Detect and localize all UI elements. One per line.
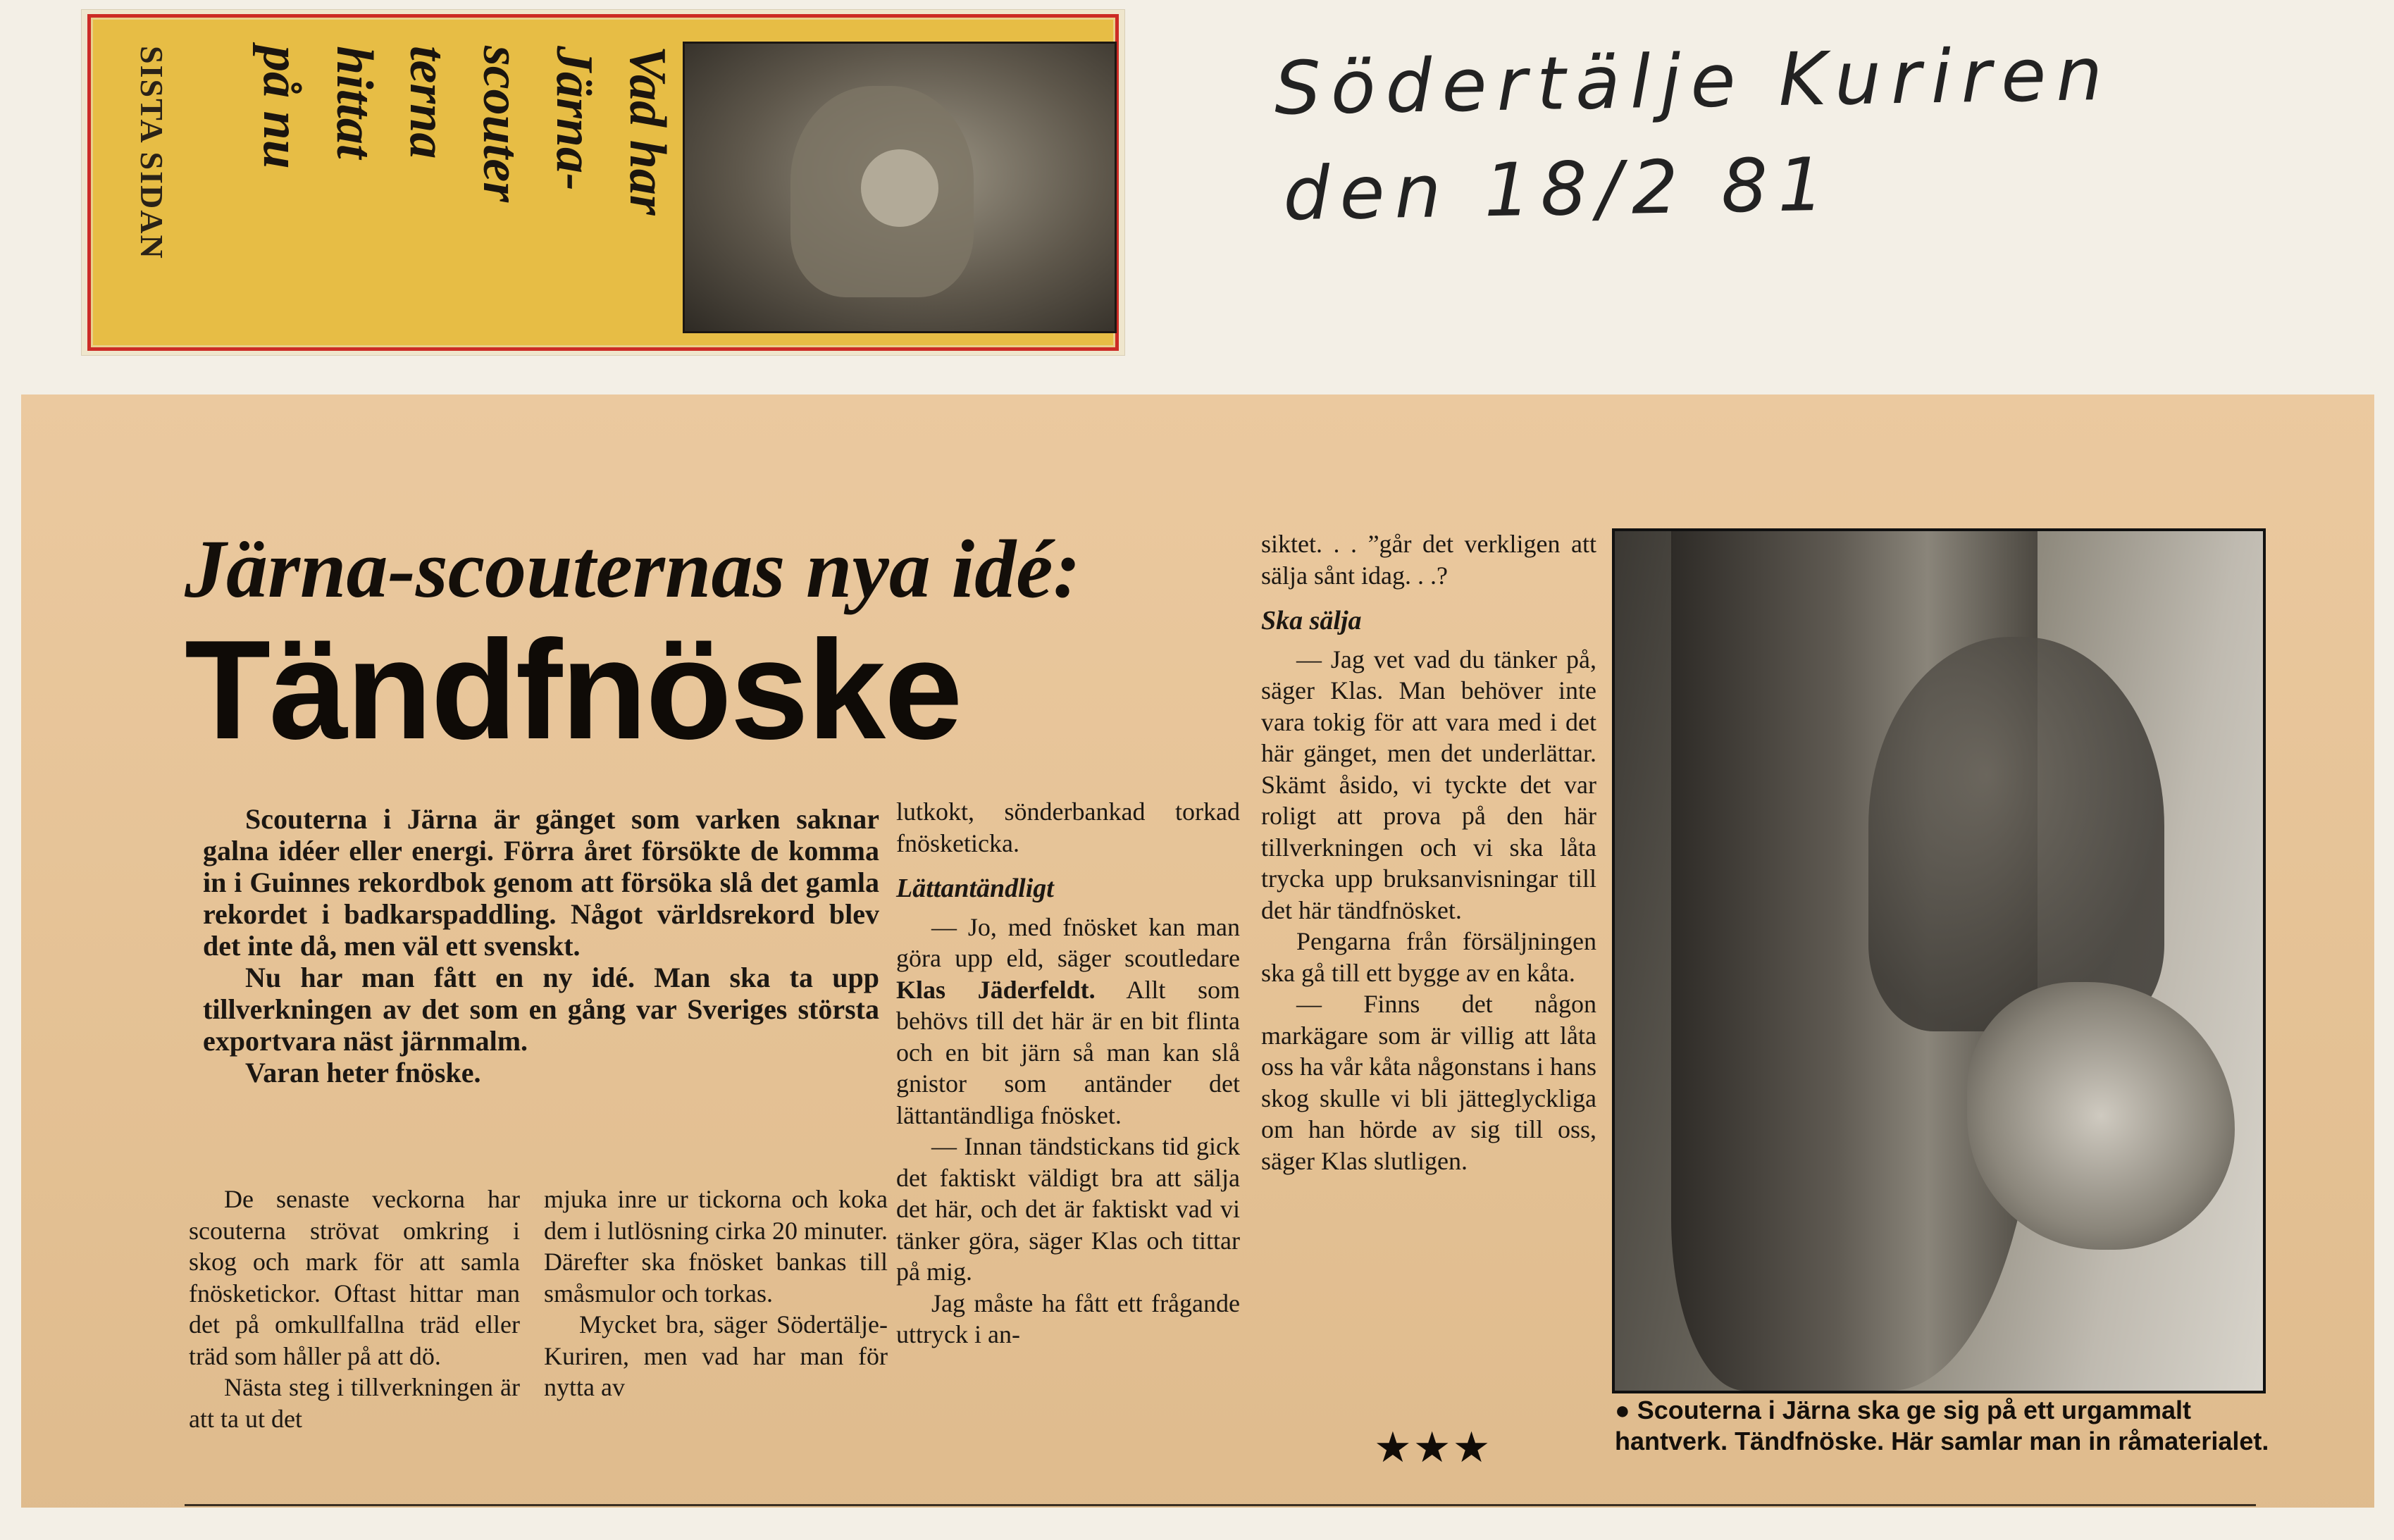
lead-paragraph: Varan heter fnöske.: [245, 1057, 481, 1088]
teaser-headline-line: terna: [399, 46, 457, 159]
handwritten-paper-name: Södertälje Kuriren: [1273, 30, 2114, 132]
body-paragraph: lutkokt, sönderbankad torkad fnösketicka.: [896, 797, 1240, 857]
lead-paragraph: Scouterna i Järna är gänget som varken saknar galna idéer eller energi. Förra året försökte de komma in i Guinnes rekordbok genom att försöka slå det gamla rekordet i badkarspaddling. Något världsrekord blev det inte då, men väl ett svenskt.: [203, 803, 879, 962]
body-paragraph: Nästa steg i tillverkningen är att ta ut det: [189, 1373, 520, 1433]
article-lead: [203, 803, 879, 1088]
teaser-headline-line: Vad har: [619, 46, 676, 216]
end-stars: ★★★: [1374, 1424, 1492, 1471]
teaser-headline-line: hittat: [325, 46, 383, 159]
person-name: Klas Jäderfeldt.: [896, 975, 1096, 1004]
article-clipping: [21, 395, 2374, 1532]
body-paragraph: — Innan tändstickans tid gick det faktiskt väldigt bra att sälja det här, och det är faktiskt vad vi tänker göra, säger Klas och tittar på mig.: [896, 1132, 1240, 1286]
subheading: Ska sälja: [1261, 606, 1362, 635]
subheading: Lättantändligt: [896, 874, 1054, 903]
article-column-2: [544, 1184, 888, 1403]
photo-caption: ● Scouterna i Järna ska ge sig på ett urgammalt hantverk. Tändfnöske. Här samlar man in råmaterialet.: [1615, 1396, 2269, 1455]
teaser-headline-line: på nu: [252, 46, 310, 169]
photo-tinder-fungus: [1967, 982, 2235, 1250]
article-title: Tändfnöske: [185, 611, 962, 769]
body-paragraph: Mycket bra, säger Södertälje-Kuriren, men vad har man för nytta av: [544, 1310, 888, 1401]
handwritten-note: [1273, 21, 2122, 247]
body-paragraph: — Jag vet vad du tänker på, säger Klas. Man behöver inte vara tokig för att vara med i det här gänget, men det underlättar. Skämt åsido, vi tyckte det var roligt att prova på den här tillverkningen och vi ska låta trycka upp bruksanvisningar till det här tändfnösket.: [1261, 645, 1596, 924]
body-paragraph: De senaste veckorna har scouterna strövat omkring i skog och mark för att samla fnösketickor. Oftast hittar man det på omkullfallna träd eller träd som håller på att dö.: [189, 1185, 520, 1370]
article-photo: [1612, 528, 2266, 1393]
teaser-photo-face: [861, 149, 938, 227]
article-column-1: [189, 1184, 520, 1434]
lead-paragraph: Nu har man fått en ny idé. Man ska ta upp tillverkningen av det som en gång var Sveriges största exportvara näst järnmalm.: [203, 962, 879, 1057]
article-column-3: [896, 796, 1240, 1350]
quote-text: Allt som behövs till det här är en bit flinta och en bit järn så man kan slå gnistor som antänder det lättantändliga fnösket.: [896, 975, 1240, 1129]
body-paragraph: Pengarna från försäljningen ska gå till ett bygge av en kåta.: [1261, 927, 1596, 987]
body-paragraph: — Finns det någon markägare som är villig att låta oss ha vår kåta någonstans i hans skog skulle vi bli jätteglyckliga om han hörde av sig till oss, säger Klas slutligen.: [1261, 990, 1596, 1175]
teaser-headline-line: scouter: [472, 46, 530, 202]
teaser-headline: [252, 46, 683, 313]
teaser-headline-line: Järna-: [545, 46, 603, 191]
teaser-section-label: SISTA SIDAN: [134, 46, 170, 260]
body-paragraph: siktet. . . ”går det verkligen att sälja sånt idag. . .?: [1261, 530, 1596, 590]
quote-text: — Jo, med fnösket kan man göra upp eld, säger scoutledare: [896, 912, 1240, 972]
body-paragraph: Jag måste ha fått ett frågande uttryck i an-: [896, 1288, 1240, 1348]
article-column-4: [1261, 528, 1596, 1176]
photo-scout: [1868, 637, 2164, 1031]
teaser-frame: [87, 14, 1119, 351]
body-paragraph: mjuka inre ur tickorna och koka dem i lutlösning cirka 20 minuter. Därefter ska fnösket bankas till småsmulor och torkas.: [544, 1185, 888, 1308]
body-paragraph: [896, 912, 1240, 1131]
teaser-clipping: [82, 10, 1124, 355]
bottom-rule: [185, 1504, 2256, 1506]
handwritten-date: den 18/2 81: [1282, 141, 1835, 237]
teaser-photo: [683, 42, 1117, 333]
article-kicker: Järna-scouternas nya idé:: [185, 523, 1081, 615]
